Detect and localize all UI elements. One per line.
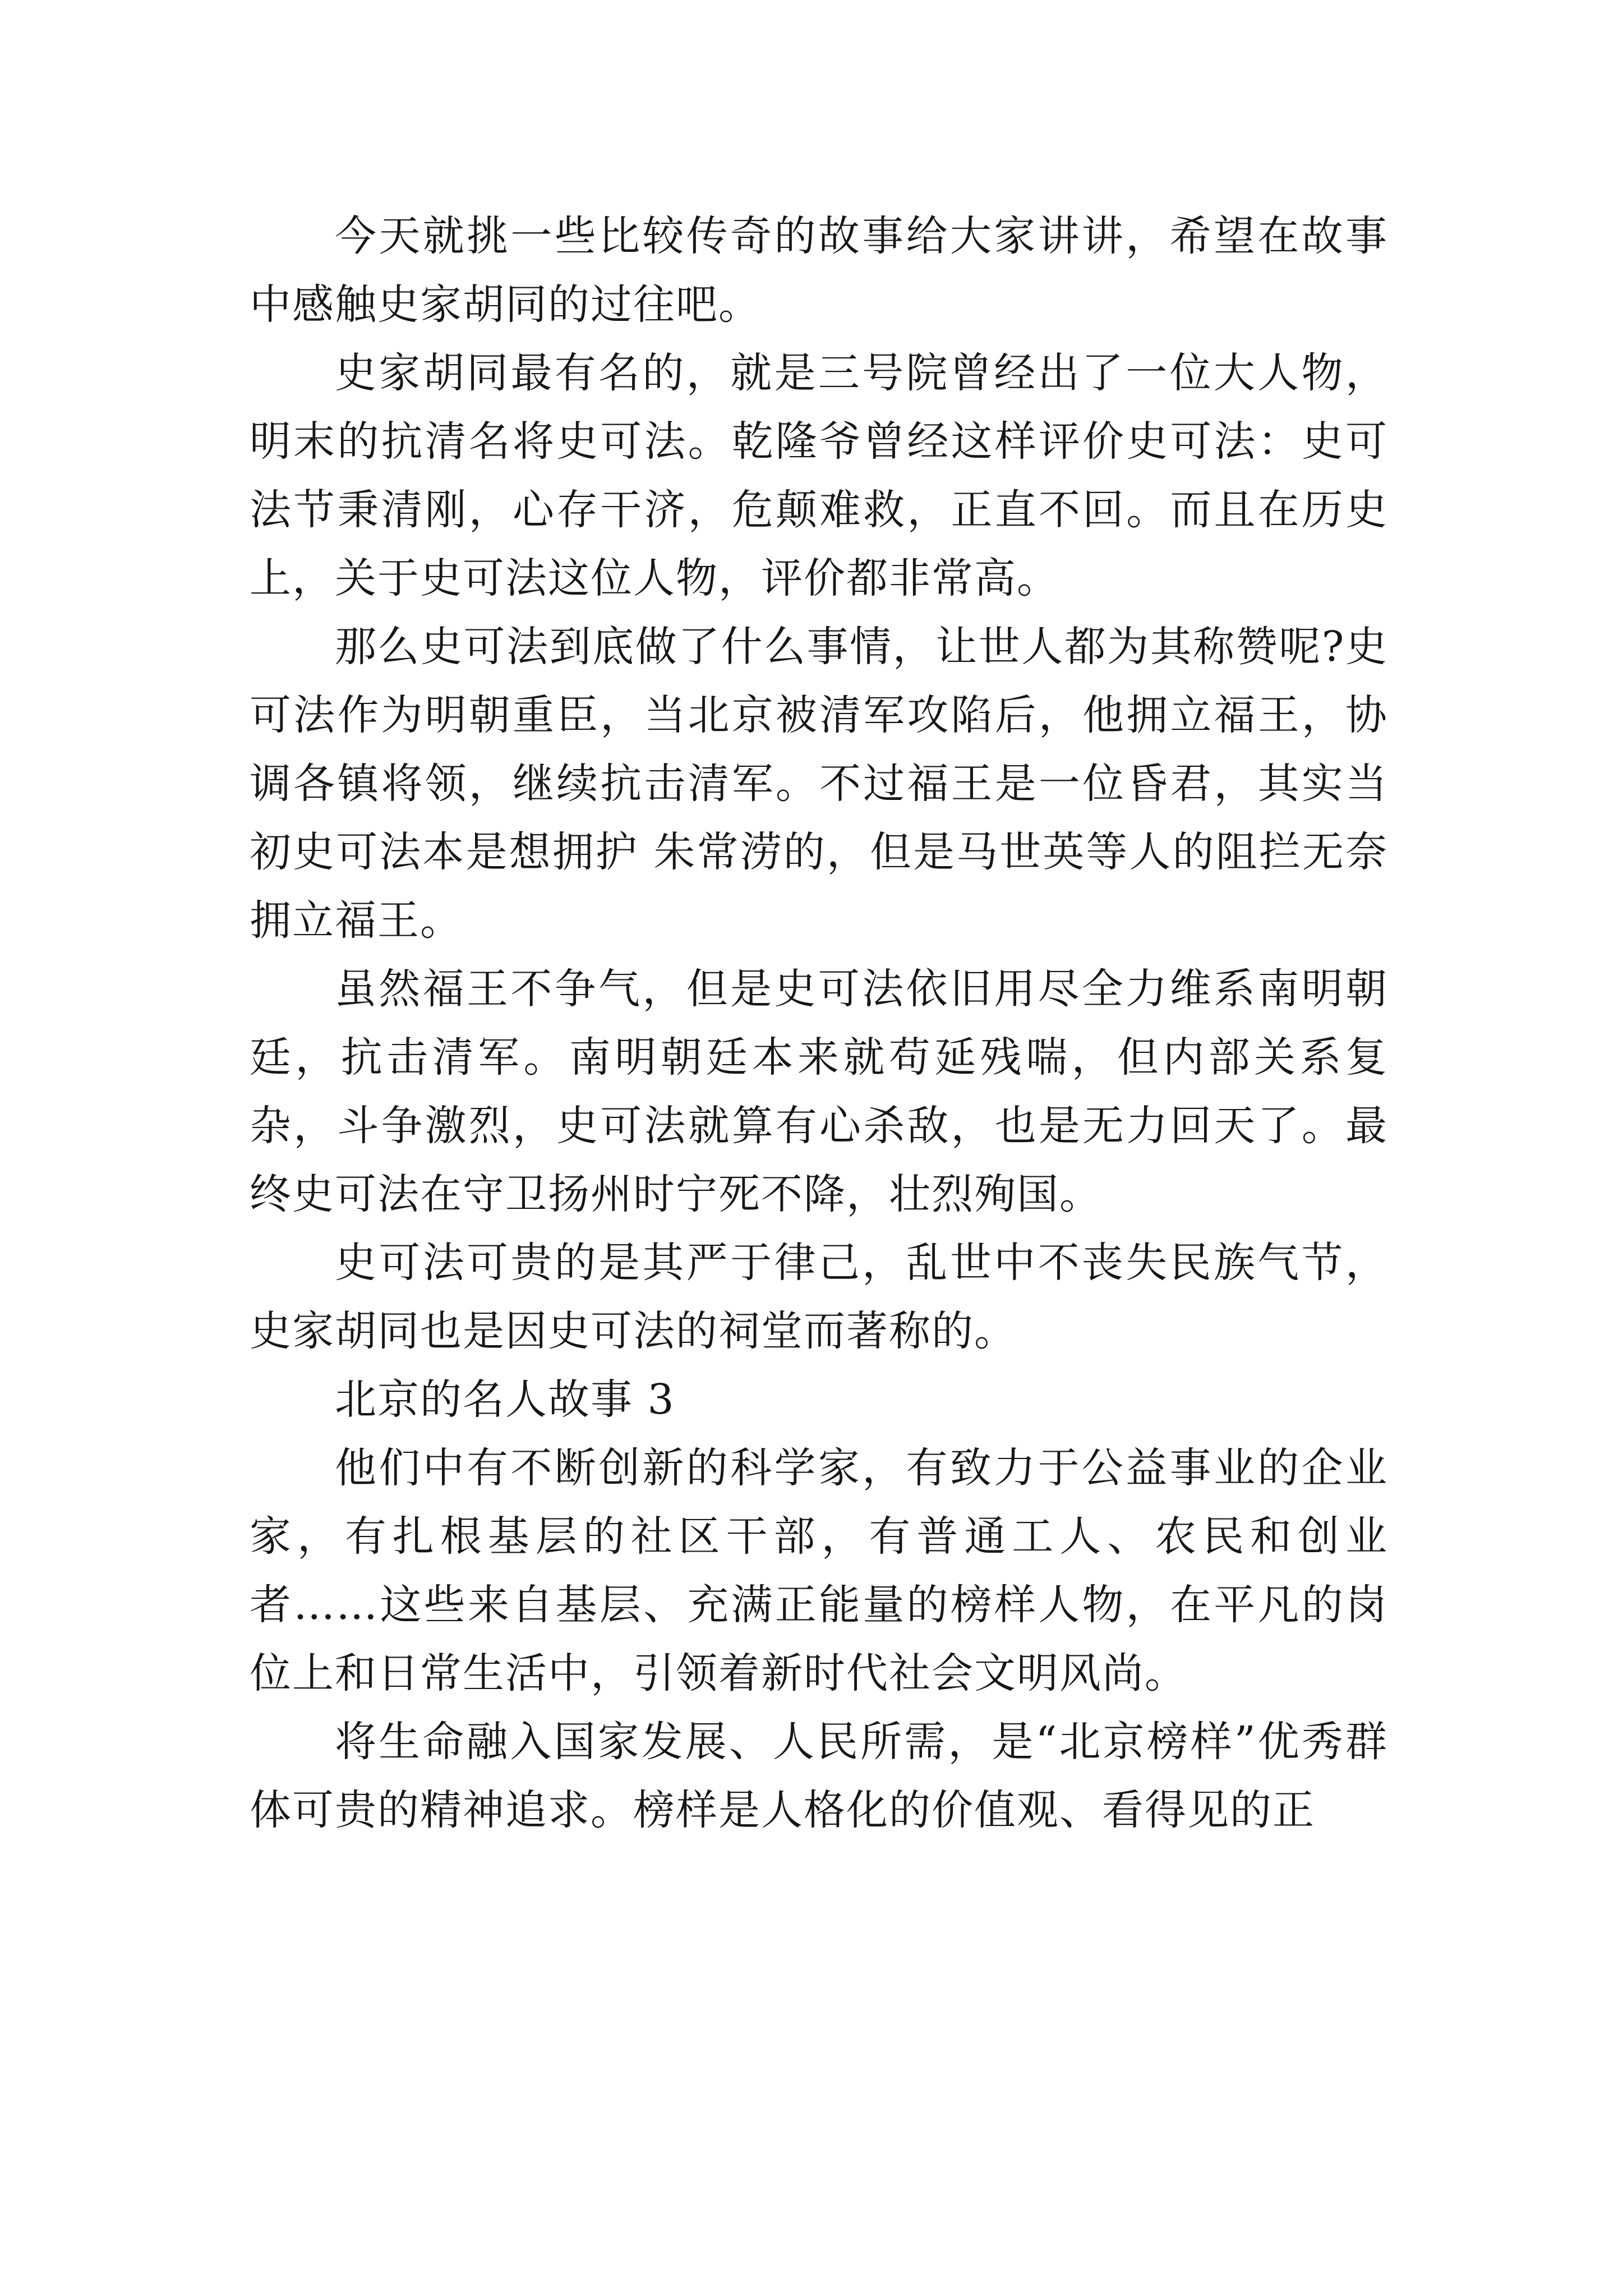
paragraph-4: 虽然福王不争气，但是史可法依旧用尽全力维系南明朝廷，抗击清军。南明朝廷本来就苟延残喘，但内部关系复杂，斗争激烈，史可法就算有心杀敌，也是无力回天了。最终史可法在守卫扬州时宁死不降，壮烈殉国。 [250, 965, 1388, 1218]
paragraph-2: 史家胡同最有名的，就是三号院曾经出了一位大人物，明末的抗清名将史可法。乾隆爷曾经这样评价史可法：史可法节秉清刚，心存干济，危颠难救，正直不回。而且在历史上，关于史可法这位人物，评价都非常高。 [250, 349, 1388, 602]
section-heading: 北京的名人故事 3 [335, 1375, 675, 1424]
paragraph-1: 今天就挑一些比较传奇的故事给大家讲讲，希望在故事中感触史家胡同的过往吧。 [250, 212, 1388, 329]
paragraph-7: 将生命融入国家发展、人民所需，是“北京榜样”优秀群体可贵的精神追求。榜样是人格化的价值观、看得见的正 [250, 1718, 1388, 1834]
paragraph-6: 他们中有不断创新的科学家，有致力于公益事业的企业家，有扎根基层的社区干部，有普通工人、农民和创业者……这些来自基层、充满正能量的榜样人物，在平凡的岗位上和日常生活中，引领着新时代社会文明风尚。 [250, 1444, 1388, 1697]
body-text [250, 202, 1388, 1844]
paragraph-3: 那么史可法到底做了什么事情，让世人都为其称赞呢?史可法作为明朝重臣，当北京被清军攻陷后，他拥立福王，协调各镇将领，继续抗击清军。不过福王是一位昏君，其实当初史可法本是想拥护 朱常涝的，但是马世英等人的阻拦无奈拥立福王。 [250, 623, 1388, 945]
paragraph-5: 史可法可贵的是其严于律己，乱世中不丧失民族气节，史家胡同也是因史可法的祠堂而著称的。 [250, 1239, 1388, 1355]
